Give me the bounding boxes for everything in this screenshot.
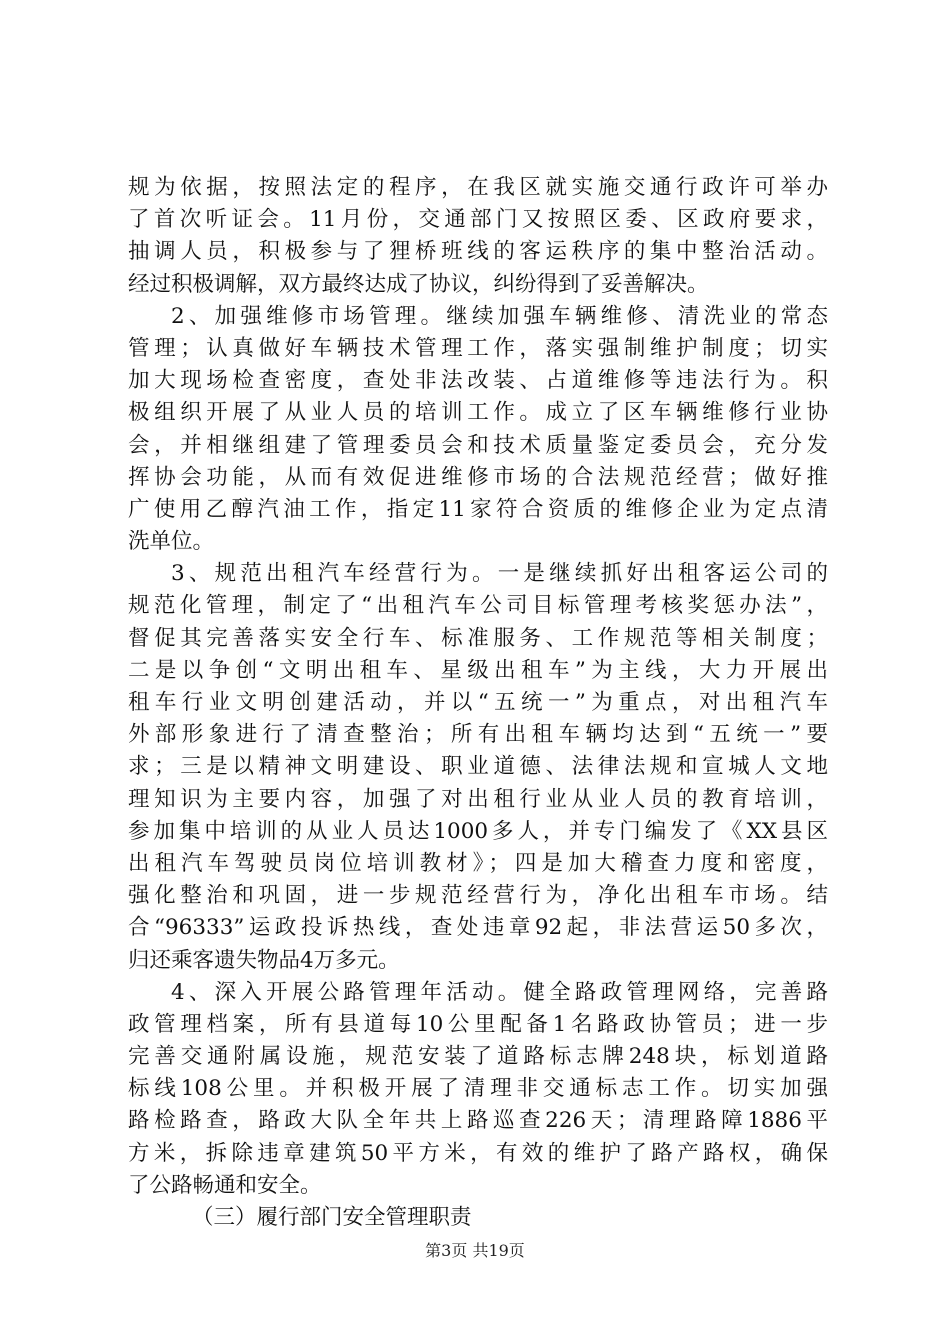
text-line: 抽调人员，积极参与了狸桥班线的客运秩序的集中整治活动。: [128, 239, 828, 265]
text-line: 二是以争创“文明出租车、星级出租车”为主线，大力开展出: [128, 657, 828, 683]
text-line: 外部形象进行了清查整治；所有出租车辆均达到“五统一”要: [128, 722, 828, 748]
paragraph-item-2: [128, 301, 828, 559]
text-line: 路检路查，路政大队全年共上路巡查226天；清理路障1886平: [128, 1108, 828, 1134]
text-line: 方米，拆除违章建筑50平方米，有效的维护了路产路权，确保: [128, 1140, 828, 1166]
text-line: 出租汽车驾驶员岗位培训教材》；四是加大稽查力度和密度，: [128, 850, 828, 876]
text-line: 规范化管理，制定了“出租汽车公司目标管理考核奖惩办法”，: [128, 593, 828, 619]
text-line: 会，并相继组建了管理委员会和技术质量鉴定委员会，充分发: [128, 432, 828, 458]
text-line: 经过积极调解，双方最终达成了协议，纠纷得到了妥善解决。: [128, 271, 709, 297]
text-line: 督促其完善落实安全行车、标准服务、工作规范等相关制度；: [128, 625, 828, 651]
text-line: 了公路畅通和安全。: [128, 1172, 322, 1198]
text-line: 理知识为主要内容，加强了对出租行业从业人员的教育培训，: [128, 786, 828, 812]
text-line: 广使用乙醇汽油工作，指定11家符合资质的维修企业为定点清: [128, 496, 828, 522]
text-line: 强化整治和巩固，进一步规范经营行为，净化出租车市场。结: [128, 883, 828, 909]
paragraph-item-4: [128, 977, 828, 1202]
text-line: 标线108公里。并积极开展了清理非交通标志工作。切实加强: [128, 1076, 828, 1102]
text-line: 挥协会功能，从而有效促进维修市场的合法规范经营；做好推: [128, 464, 828, 490]
text-line: 完善交通附属设施，规范安装了道路标志牌248块，标划道路: [128, 1044, 828, 1070]
page-number: 第3页 共19页: [425, 1241, 525, 1260]
text-line: 2、加强维修市场管理。继续加强车辆维修、清洗业的常态: [171, 303, 828, 329]
text-line: 极组织开展了从业人员的培训工作。成立了区车辆维修行业协: [128, 400, 828, 426]
text-line: 归还乘客遗失物品4万多元。: [128, 947, 400, 973]
paragraph-item-3: [128, 558, 828, 976]
text-line: 参加集中培训的从业人员达1000多人，并专门编发了《XX县区: [128, 818, 828, 844]
text-line: 4、深入开展公路管理年活动。健全路政管理网络，完善路: [171, 979, 828, 1005]
document-body: [128, 172, 828, 1234]
text-line: 求；三是以精神文明建设、职业道德、法律法规和宣城人文地: [128, 754, 828, 780]
text-line: 洗单位。: [128, 529, 215, 555]
text-line: 3、规范出租汽车经营行为。一是继续抓好出租客运公司的: [171, 561, 828, 587]
text-line: 了首次听证会。11月份，交通部门又按照区委、区政府要求，: [128, 207, 828, 233]
text-line: 管理；认真做好车辆技术管理工作，落实强制维护制度；切实: [128, 335, 828, 361]
section-heading: （三）履行部门安全管理职责: [192, 1205, 472, 1230]
page-footer: [0, 1240, 950, 1262]
text-line: 政管理档案，所有县道每10公里配备1名路政协管员；进一步: [128, 1011, 828, 1037]
text-line: 合“96333”运政投诉热线，查处违章92起，非法营运50多次，: [128, 915, 828, 941]
paragraph-continuation: [128, 172, 828, 301]
text-line: 加大现场检查密度，查处非法改装、占道维修等违法行为。积: [128, 368, 828, 394]
text-line: 规为依据，按照法定的程序，在我区就实施交通行政许可举办: [128, 175, 828, 200]
text-line: 租车行业文明创建活动，并以“五统一”为重点，对出租汽车: [128, 690, 828, 715]
